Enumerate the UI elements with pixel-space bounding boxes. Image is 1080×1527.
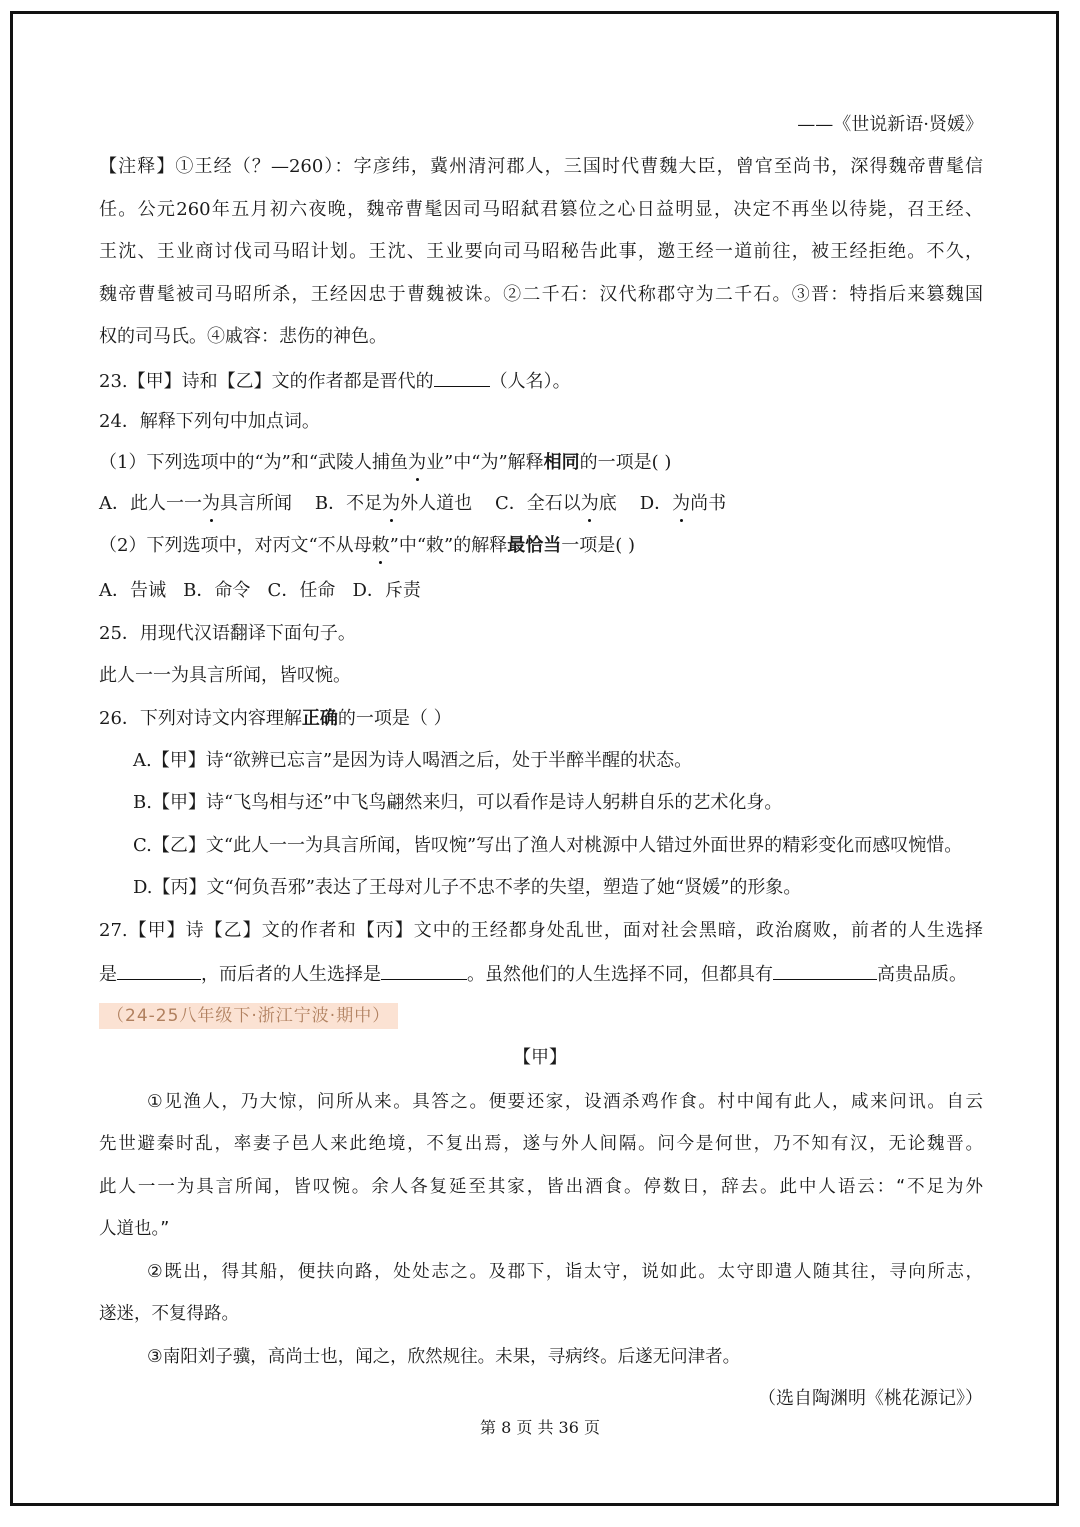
q24-1-option-a[interactable] xyxy=(99,493,292,514)
q27-text-3: 。虽然他们的人生选择不同，但都具有 xyxy=(467,964,773,985)
q27-text-1: 是 xyxy=(99,964,117,985)
q27-text-2: ，而后者的人生选择是 xyxy=(201,964,381,985)
q24-1-opt-a-post: 具言所闻 xyxy=(220,493,292,514)
q27-blank-2[interactable] xyxy=(381,961,467,980)
q26-option-a[interactable]: A.【甲】诗“欲辨已忘言”是因为诗人喝酒之后，处于半醉半醒的状态。 xyxy=(133,750,693,771)
q24-1-emphasis: 相同 xyxy=(543,452,580,473)
q26-emphasis: 正确 xyxy=(301,708,338,729)
q24-2-text-c: 一项是( ) xyxy=(561,535,636,556)
question-25-sentence: 此人一一为具言所闻，皆叹惋。 xyxy=(99,665,351,686)
q23-suffix: （人名）。 xyxy=(489,371,571,392)
question-26 xyxy=(99,707,983,731)
passage-line-3: 此人一一为具言所闻，皆叹惋。余人各复延至其家，皆出酒食。停数日，辞去。此中人语云：“不足为外 xyxy=(99,1177,983,1197)
notes-line-2: 任。公元260年五月初六夜晚，魏帝曹髦因司马昭弑君篡位之心日益明显，决定不再坐以待毙，召王经、 xyxy=(99,199,983,220)
q23-text: 23.【甲】诗和【乙】文的作者都是晋代的 xyxy=(99,371,434,392)
q24-1-opt-b-pre: B．不足 xyxy=(314,493,383,514)
q27-blank-1[interactable] xyxy=(117,961,201,980)
question-25-title: 25．用现代汉语翻译下面句子。 xyxy=(99,623,356,644)
q24-1-opt-b-post: 外人道也 xyxy=(400,493,473,514)
question-27-line-2 xyxy=(99,961,983,987)
question-24-title: 24．解释下列句中加点词。 xyxy=(99,411,320,432)
q23-answer-blank[interactable] xyxy=(434,368,490,387)
notes-line-5: 权的司马氏。④戚容：悲伤的神色。 xyxy=(99,326,387,347)
passage-line-4: 人道也。” xyxy=(99,1219,170,1239)
question-24-part-2 xyxy=(99,534,983,558)
q24-1-opt-b-dot: 为 xyxy=(382,493,401,514)
passage-heading: 【甲】 xyxy=(513,1047,567,1068)
q24-1-opt-a-pre: A．此人一一 xyxy=(99,493,202,514)
q24-2-text-a: （2）下列选项中，对丙文“不从母 xyxy=(99,535,372,556)
passage-line-5: ②既出，得其船，便扶向路，处处志之。及郡下，诣太守，说如此。太守即遣人随其往，寻向所志， xyxy=(147,1262,983,1282)
q24-1-option-d[interactable] xyxy=(640,493,726,514)
q24-1-option-c[interactable] xyxy=(495,493,617,514)
q26-option-d[interactable]: D.【丙】文“何负吾邪”表达了王母对儿子不忠不孝的失望，塑造了她“贤媛”的形象。 xyxy=(133,877,802,898)
q24-1-opt-c-pre: C．全石以 xyxy=(495,493,581,514)
question-23 xyxy=(99,368,983,394)
notes-line-1: 【注释】①王经（？—260）：字彦纬，冀州清河郡人，三国时代曹魏大臣，曾官至尚书，深得魏帝曹髦信 xyxy=(99,156,983,177)
q24-2-emphasis: 最恰当 xyxy=(507,535,562,556)
q24-1-opt-d-pre: D． xyxy=(639,493,673,514)
q24-2-dotted-word: 敕 xyxy=(371,535,390,556)
question-24-part-2-options[interactable]: A．告诫 B．命令 C．任命 D．斥责 xyxy=(99,580,421,601)
question-24-part-1 xyxy=(99,451,983,475)
q24-1-option-b[interactable] xyxy=(315,493,472,514)
q24-1-text-b: 业”中“为”解释 xyxy=(426,452,544,473)
notes-line-3: 王沈、王业商讨伐司马昭计划。王沈、王业要向司马昭秘告此事，邀王经一道前往，被王经拒绝。不久， xyxy=(99,241,983,262)
q24-1-opt-d-dot: 为 xyxy=(672,493,691,514)
passage-source: （选自陶渊明《桃花源记》） xyxy=(758,1388,983,1409)
passage-line-6: 遂迷，不复得路。 xyxy=(99,1304,239,1324)
question-27-line-1: 27.【甲】诗【乙】文的作者和【丙】文中的王经都身处乱世，面对社会黑暗，政治腐败，前者的人生选择 xyxy=(99,920,983,941)
q26-text-b: 的一项是（ ） xyxy=(337,708,452,729)
passage-line-1: ①见渔人，乃大惊，问所从来。具答之。便要还家，设酒杀鸡作食。村中闻有此人，咸来问讯。自云 xyxy=(147,1092,983,1112)
notes-line-4: 魏帝曹髦被司马昭所杀，王经因忠于曹魏被诛。②二千石：汉代称郡守为二千石。③晋：特指后来篡魏国 xyxy=(99,284,983,305)
passage-line-2: 先世避秦时乱，率妻子邑人来此绝境，不复出焉，遂与外人间隔。问今是何世，乃不知有汉，无论魏晋。 xyxy=(99,1134,983,1154)
q26-option-b[interactable]: B.【甲】诗“飞鸟相与还”中飞鸟翩然来归，可以看作是诗人躬耕自乐的艺术化身。 xyxy=(133,792,783,813)
q24-1-opt-c-dot: 为 xyxy=(580,493,599,514)
q24-1-text-c: 的一项是( ) xyxy=(579,452,672,473)
q24-1-text-a: （1）下列选项中的“为”和“武陵人捕鱼 xyxy=(99,452,409,473)
page-number-footer: 第 8 页 共 36 页 xyxy=(480,1418,600,1437)
q24-2-text-b: ”中“敕”的解释 xyxy=(389,535,508,556)
passage-line-7: ③南阳刘子骥，高尚士也，闻之，欣然规往。未果，寻病终。后遂无问津者。 xyxy=(147,1347,741,1367)
source-citation-shishuo: ——《世说新语·贤媛》 xyxy=(797,114,983,135)
exam-source-tag: （24-25八年级下·浙江宁波·期中） xyxy=(99,1003,398,1029)
q27-blank-3[interactable] xyxy=(773,961,877,980)
q24-1-opt-a-dot: 为 xyxy=(202,493,220,514)
q24-1-opt-c-post: 底 xyxy=(598,493,617,514)
q24-1-opt-d-post: 尚书 xyxy=(690,493,727,514)
q24-1-dotted-word: 为 xyxy=(408,452,427,473)
q26-option-c[interactable]: C.【乙】文“此人一一为具言所闻，皆叹惋”写出了渔人对桃源中人错过外面世界的精彩变化而感叹惋惜。 xyxy=(133,835,963,856)
q26-text-a: 26．下列对诗文内容理解 xyxy=(99,708,302,729)
q27-text-4: 高贵品质。 xyxy=(877,964,967,985)
question-24-part-1-options xyxy=(99,492,983,516)
